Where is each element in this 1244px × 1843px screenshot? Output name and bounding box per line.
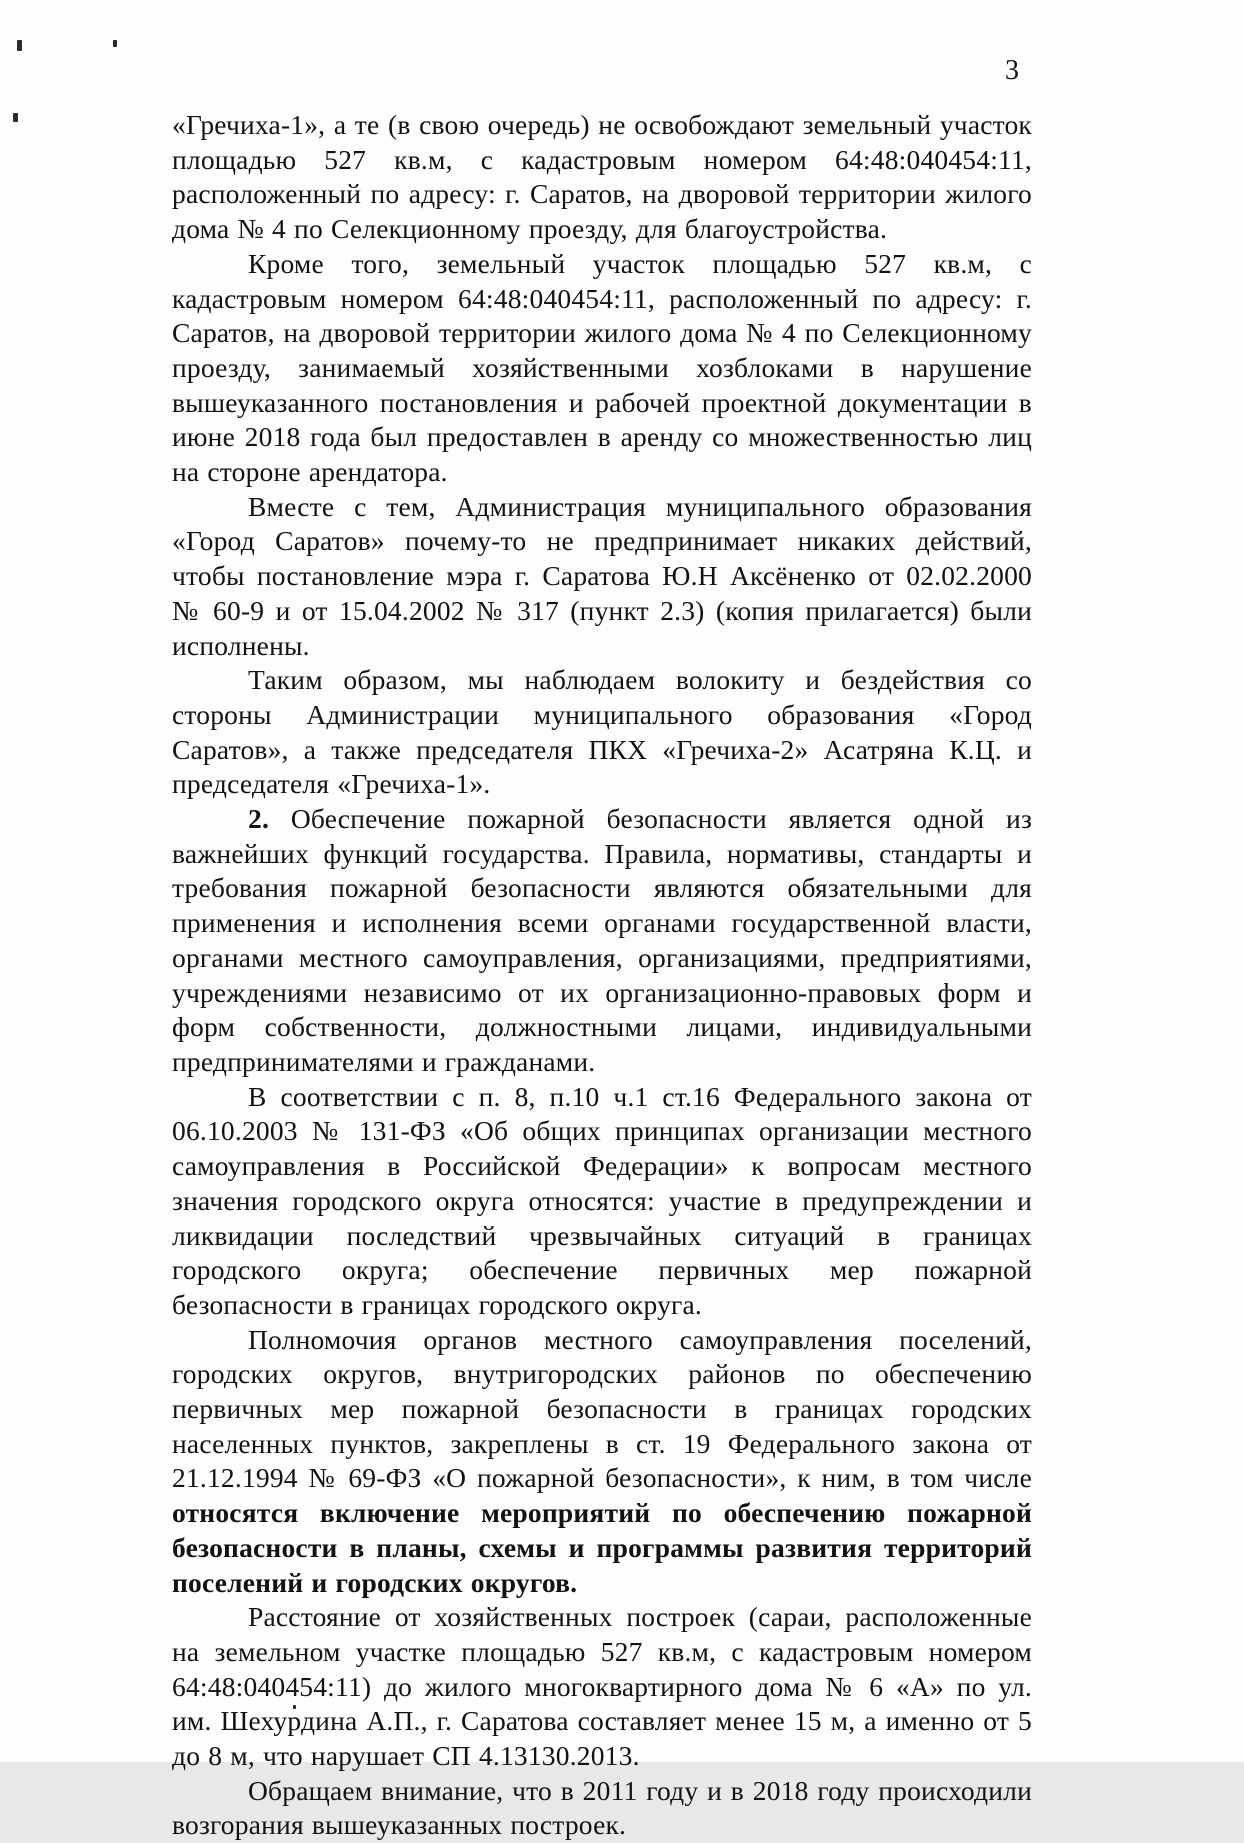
paragraph-text-bold: относятся включение мероприятий по обеспечению пожарной безопасности в планы, схемы и программы развития территорий поселений и городских округов. bbox=[172, 1497, 1032, 1598]
paragraph-text: Кроме того, земельный участок площадью 527 кв.м, с кадастровым номером 64:48:040454:11, расположенный по адресу: г. Саратов, на дворовой территории жилого дома № 4 по Селекционному проезду, занимаемый хозяйственными хозблоками в нарушение вышеуказанного постановления и рабочей проектной документации в июне 2018 года был предоставлен в аренду со множественностью лиц на стороне арендатора. bbox=[172, 247, 1032, 488]
paragraph-text: Обеспечение пожарной безопасности является одной из важнейших функций государства. Правила, нормативы, стандарты и требования пожарной безопасности являются обязательными для применения и исполнения всеми органами государственной власти, органами местного самоуправления, организациями, предприятиями, учреждениями независимо от их организационно-правовых форм и форм собственности, должностными лицами, индивидуальными предпринимателями и гражданами. bbox=[172, 803, 1033, 1077]
paragraph-item-2 bbox=[172, 802, 1032, 1080]
page-number: 3 bbox=[1005, 55, 1019, 86]
paragraph bbox=[172, 1080, 1032, 1323]
paragraph-text: В соответствии с п. 8, п.10 ч.1 ст.16 Федерального закона от 06.10.2003 № 131-ФЗ «Об общих принципах организации местного самоуправления в Российской Федерации» к вопросам местного значения городского округа относятся: участие в предупреждении и ликвидации последствий чрезвычайных ситуаций в границах городского округа; обеспечение первичных мер пожарной безопасности в границах городского округа. bbox=[172, 1080, 1032, 1320]
scan-speck bbox=[113, 40, 117, 47]
paragraph-continuation bbox=[172, 108, 1032, 247]
document-body bbox=[172, 108, 1032, 1843]
paragraph bbox=[172, 663, 1032, 802]
paragraph-text: «Гречиха-1», а те (в свою очередь) не освобождают земельный участок площадью 527 кв.м, с кадастровым номером 64:48:040454:11, расположенный по адресу: г. Саратов, на дворовой территории жилого дома № 4 по Селекционному проезду, для благоустройства. bbox=[172, 109, 1032, 245]
paragraph-number-bold: 2. bbox=[248, 803, 291, 835]
paragraph bbox=[172, 1774, 1032, 1843]
scan-speck bbox=[17, 40, 22, 51]
scan-speck bbox=[13, 113, 18, 122]
paragraph bbox=[172, 247, 1032, 490]
paragraph-text: Полномочия органов местного самоуправления поселений, городских округов, внутригородских районов по обеспечению первичных мер пожарной безопасности в границах городских населенных пунктов, закреплены в ст. 19 Федерального закона от 21.12.1994 № 69-ФЗ «О пожарной безопасности», к ним, в том числе bbox=[172, 1323, 1032, 1494]
paragraph bbox=[172, 1600, 1032, 1774]
paragraph bbox=[172, 1323, 1032, 1601]
paragraph-text: Таким образом, мы наблюдаем волокиту и бездействия со стороны Администрации муниципального образования «Город Саратов», а также председателя ПКХ «Гречиха-2» Асатряна К.Ц. и председателя «Гречиха-1». bbox=[172, 664, 1032, 800]
paragraph-text: Вместе с тем, Администрация муниципального образования «Город Саратов» почему-то не предпринимает никаких действий, чтобы постановление мэра г. Саратова Ю.Н Аксёненко от 02.02.2000 № 60-9 и от 15.04.2002 № 317 (пункт 2.3) (копия прилагается) были исполнены. bbox=[172, 490, 1032, 661]
paragraph-text: Обращаем внимание, что в 2011 году и в 2018 году происходили возгорания вышеуказанных построек. bbox=[172, 1774, 1032, 1841]
paragraph-text: Расстояние от хозяйственных построек (сараи, расположенные на земельном участке площадью 527 кв.м, с кадастровым номером 64:48:040454:11) до жилого многоквартирного дома № 6 «А» по ул. им. Шехурдина А.П., г. Саратова составляет менее 15 м, а именно от 5 до 8 м, что нарушает СП 4.13130.2013. bbox=[172, 1601, 1032, 1772]
paragraph bbox=[172, 490, 1032, 664]
